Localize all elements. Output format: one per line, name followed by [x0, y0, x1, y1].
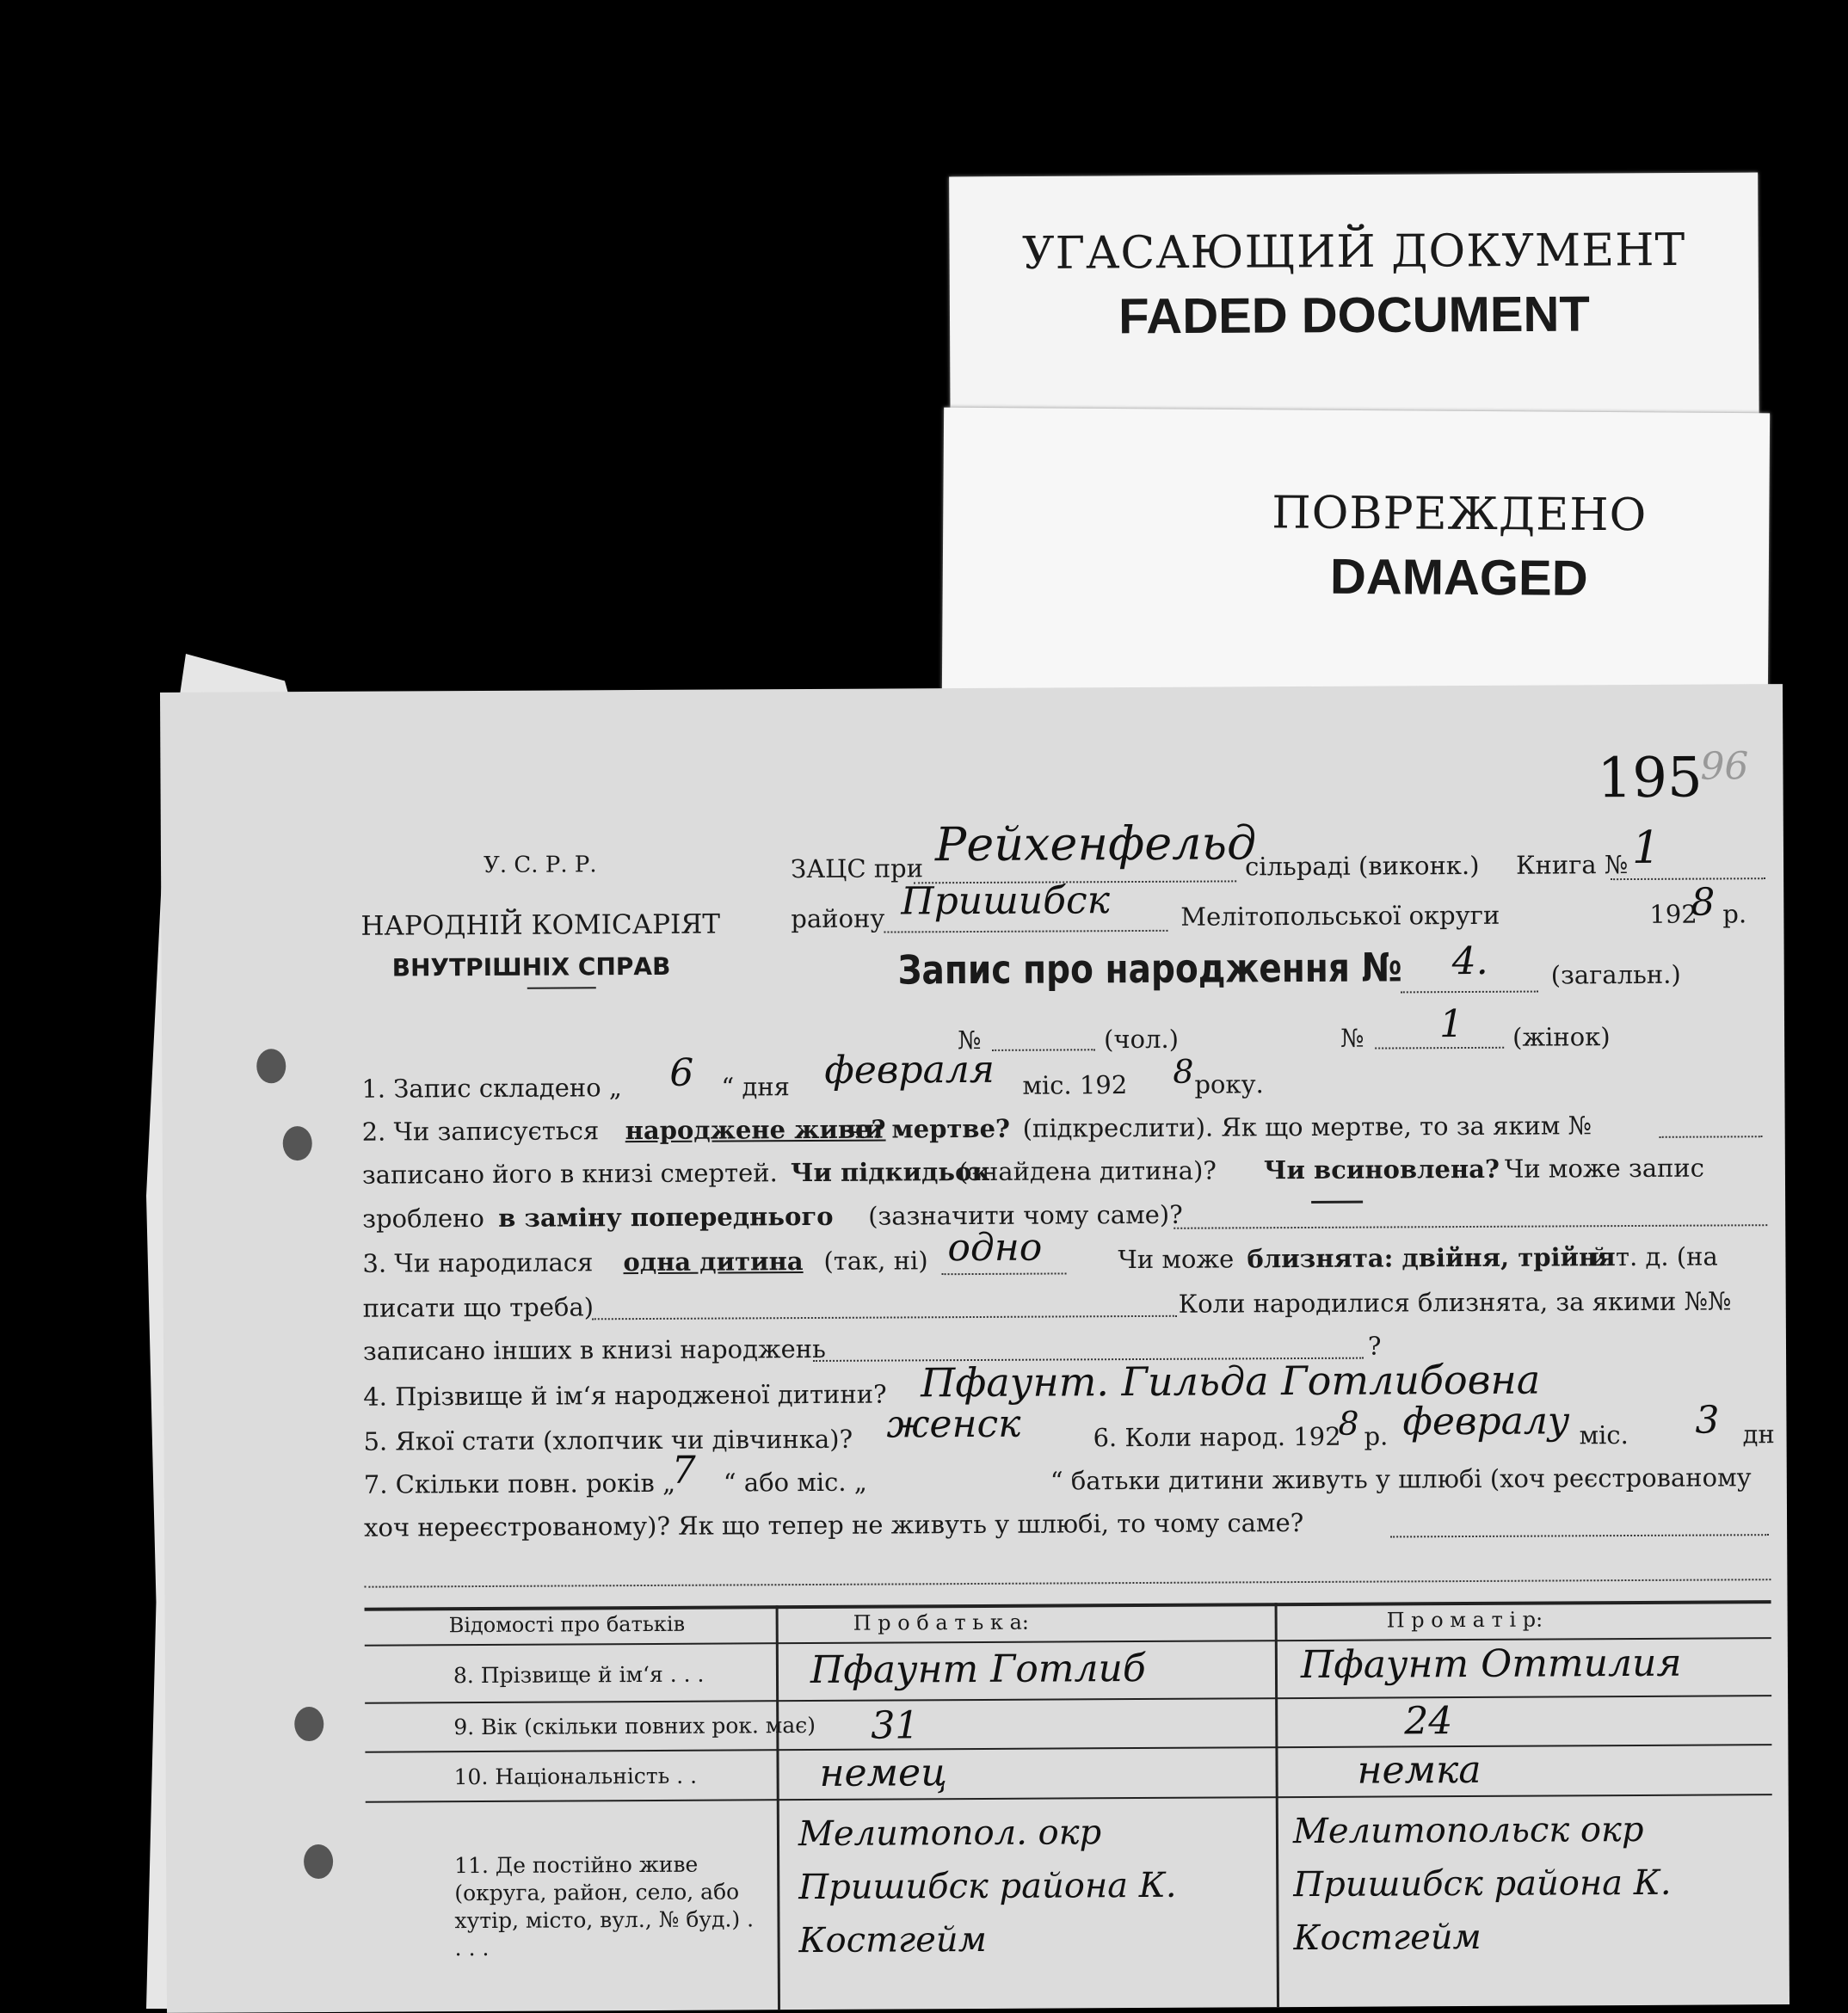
male-label: (чол.)	[1104, 1024, 1180, 1055]
fill-line	[1401, 991, 1538, 994]
female-no-label: №	[1340, 1023, 1364, 1053]
q1-text-d: року.	[1194, 1069, 1264, 1099]
male-no-label: №	[958, 1025, 982, 1056]
table-header-father: П р о б а т ь к а:	[853, 1610, 1030, 1635]
fill-line	[1375, 1047, 1504, 1050]
punch-hole	[283, 1126, 312, 1160]
record-suffix: (загальн.)	[1550, 959, 1681, 990]
year-value: 8	[1691, 880, 1716, 925]
q6-month: февралу	[1402, 1399, 1570, 1444]
q2-l3c: (зазначити чому саме)?	[868, 1199, 1183, 1231]
book-label: Книга №	[1515, 850, 1629, 880]
q3-l1e: близнята: двійня, трійня	[1247, 1242, 1616, 1274]
q6-year: 8	[1338, 1404, 1359, 1443]
q2-l3b: в заміну попереднього	[498, 1201, 834, 1233]
q5-label: 5. Якої стати (хлопчик чи дівчинка)?	[363, 1424, 853, 1456]
mother-age: 24	[1404, 1699, 1453, 1744]
row-residence-label: 11. Де постійно живе (округа, район, село, або хутір, місто, вул., № буд.) . . . .	[454, 1851, 755, 1961]
q3-value: одно	[947, 1225, 1043, 1271]
damaged-document-slip	[942, 408, 1770, 698]
department-label: ВНУТРІШНІХ СПРАВ	[391, 951, 671, 982]
q4-label: 4. Прізвище й ім‘я народженої дитини?	[363, 1379, 887, 1412]
q3-l2a: писати що треба)	[362, 1292, 594, 1323]
fill-line	[942, 1272, 1067, 1275]
q3-l1a: 3. Чи народилася	[362, 1247, 594, 1278]
fill-line	[592, 1315, 1177, 1320]
q1-text-c: міс. 192	[1022, 1070, 1128, 1100]
punch-hole	[256, 1049, 286, 1083]
q2-l2c: (знайдена дитина)?	[958, 1155, 1217, 1187]
mother-nationality: немка	[1357, 1747, 1481, 1793]
q6-label: 6. Коли народ. 192	[1093, 1421, 1341, 1453]
district-label: району	[791, 903, 885, 934]
father-age: 31	[871, 1703, 920, 1748]
book-value: 1	[1631, 822, 1661, 874]
q2-l1b: народжене живе?	[625, 1114, 886, 1146]
q2-l2b: Чи підкидьок	[790, 1156, 990, 1188]
table-header-info: Відомості про батьків	[448, 1611, 686, 1638]
fill-line	[992, 1049, 1095, 1051]
okrug-label: Мелітопольської округи	[1180, 900, 1500, 932]
q2-l2d: Чи всиновлена?	[1263, 1154, 1500, 1185]
fill-line	[364, 1579, 1771, 1588]
q7-l1c: “ батьки дитини живуть у шлюбі (хоч реєстрованому	[1050, 1462, 1752, 1496]
q1-year: 8	[1173, 1052, 1194, 1091]
female-label: (жінок)	[1512, 1022, 1611, 1052]
fill-line	[1611, 877, 1765, 880]
fill-line	[1390, 1534, 1769, 1537]
row-nationality-label: 10. Національність . .	[453, 1763, 698, 1790]
q2-l1c: чи мертве?	[846, 1113, 1011, 1144]
q2-l2e: Чи може запис	[1504, 1153, 1705, 1184]
faded-label-en: FADED DOCUMENT	[1118, 286, 1591, 345]
year-label: 192	[1649, 899, 1697, 929]
republic-label: У. С. Р. Р.	[483, 852, 597, 878]
q6-day-label: дн	[1742, 1419, 1775, 1450]
table-top-rule	[365, 1600, 1771, 1611]
year-suffix: р.	[1722, 899, 1747, 929]
q6-day: 3	[1695, 1398, 1720, 1443]
damaged-label-ru: ПОВРЕЖДЕНО	[1272, 487, 1648, 542]
q7-years: 7	[671, 1448, 696, 1493]
q3-l3a: записано інших в книзі народжень	[362, 1333, 826, 1366]
q3-l1b: одна дитина	[623, 1247, 804, 1277]
q3-l3b: ?	[1367, 1331, 1382, 1361]
q6-year-suffix: р.	[1364, 1421, 1389, 1451]
q5-value: женск	[886, 1401, 1021, 1447]
q2-l3a: зроблено	[362, 1203, 484, 1234]
commissariat-label: НАРОДНІЙ КОМІСАРІЯТ	[360, 908, 721, 942]
q7-l2: хоч нереєстрованому)? Як що тепер не живуть у шлюбі, то чому саме?	[363, 1508, 1304, 1542]
q1-text-a: 1. Запис складено „	[361, 1073, 622, 1104]
mother-name: Пфаунт Оттилия	[1300, 1641, 1682, 1688]
table-row-rule	[365, 1744, 1771, 1753]
q2-l2a: записано його в книзі смертей.	[361, 1158, 778, 1190]
q1-month: февраля	[824, 1047, 995, 1093]
damaged-label-en: DAMAGED	[1329, 548, 1588, 606]
father-residence: Мелитопол. окр Пришибск района К. Костгейм	[798, 1813, 1177, 1961]
table-col-divider	[776, 1605, 780, 2010]
row-surname-label: 8. Прізвище й ім‘я . . .	[453, 1661, 705, 1689]
district-value: Пришибск	[901, 878, 1111, 924]
table-col-divider	[1275, 1603, 1279, 2007]
punch-hole	[304, 1844, 333, 1879]
punch-hole	[294, 1707, 323, 1741]
father-nationality: немец	[819, 1751, 947, 1795]
mother-residence: Мелитопольск окр Пришибск района К. Костгейм	[1292, 1809, 1672, 1959]
faded-label-ru: УГАСАЮЩИЙ ДОКУМЕНТ	[1021, 224, 1686, 280]
sheet-number-faint: 96	[1700, 744, 1749, 789]
divider	[527, 987, 596, 988]
q3-l2b: Коли народилися близнята, за якими №№	[1178, 1286, 1732, 1319]
table-row-rule	[366, 1794, 1772, 1803]
zags-value: Рейхенфельд	[934, 816, 1257, 872]
fill-line	[884, 930, 1167, 933]
q3-l1c: (так, ні)	[823, 1246, 928, 1276]
q3-l1f: й т. д. (на	[1591, 1241, 1718, 1272]
record-title: Запис про народження №	[897, 944, 1402, 994]
selrada-label: сільраді (виконк.)	[1244, 850, 1480, 882]
q7-l1a: 7. Скільки повн. років „	[363, 1468, 676, 1499]
q1-day: 6	[669, 1050, 694, 1095]
q2-l1a: 2. Чи записується	[361, 1116, 600, 1147]
q7-l1b: “ або міс. „	[723, 1467, 867, 1498]
q6-month-label: міс.	[1579, 1420, 1629, 1450]
row-age-label: 9. Вік (скільки повних рок. має)	[453, 1712, 816, 1740]
fill-line	[1660, 1136, 1763, 1138]
zags-label: ЗАЦС при	[790, 853, 924, 884]
table-row-rule	[365, 1695, 1771, 1704]
table-header-mother: П р о м а т і р:	[1386, 1607, 1543, 1633]
sheet-number: 195	[1597, 746, 1703, 811]
record-number: 4.	[1451, 939, 1488, 984]
fill-line	[1173, 1224, 1767, 1229]
q1-text-b: “ дня	[721, 1072, 791, 1102]
birth-record-form	[160, 684, 1789, 2013]
female-value: 1	[1438, 1002, 1464, 1047]
q4-value: Пфаунт. Гильда Готлибовна	[921, 1356, 1541, 1407]
dash-mark	[1311, 1201, 1363, 1203]
q3-l1d: Чи може	[1118, 1244, 1235, 1275]
q2-l1d: (підкреслити). Як що мертве, то за яким №	[1022, 1111, 1592, 1143]
father-name: Пфаунт Готлиб	[810, 1646, 1146, 1693]
